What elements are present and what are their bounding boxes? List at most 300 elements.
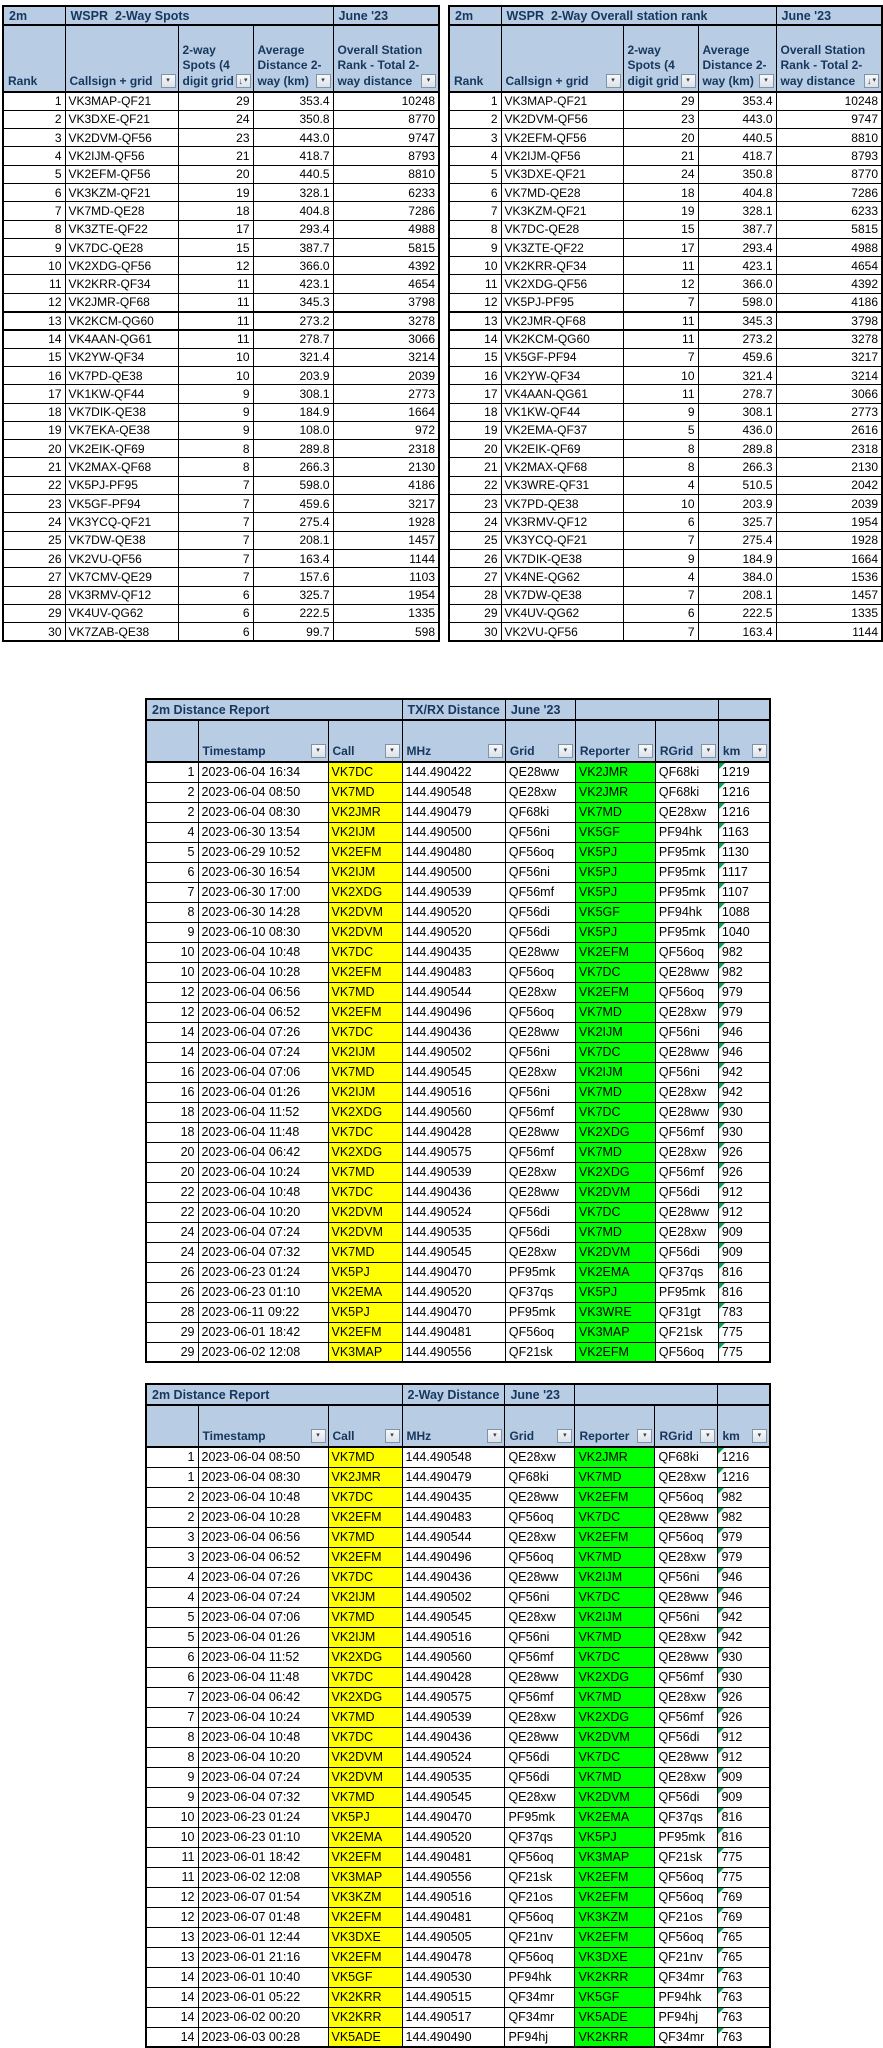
call-cell[interactable]: VK2IJM: [328, 1627, 402, 1647]
mhz-cell[interactable]: 144.490548: [402, 1447, 505, 1467]
avg-distance-cell[interactable]: 184.9: [698, 549, 776, 567]
grid-cell[interactable]: PF94hk: [505, 1967, 575, 1987]
grid-cell[interactable]: QF56ni: [505, 822, 575, 842]
avg-distance-cell[interactable]: 387.7: [253, 238, 333, 256]
timestamp-cell[interactable]: 2023-06-04 08:30: [198, 802, 328, 822]
rank-cell[interactable]: 6: [146, 1647, 198, 1667]
rank-cell[interactable]: 30: [449, 623, 501, 641]
reporter-cell[interactable]: VK2EFM: [575, 1887, 655, 1907]
rank-cell[interactable]: 14: [146, 1042, 198, 1062]
mhz-cell[interactable]: 144.490516: [402, 1082, 505, 1102]
mhz-cell[interactable]: 144.490539: [402, 1162, 505, 1182]
sort-descending-filter-icon[interactable]: ↓▾: [236, 74, 251, 88]
overall-rank-total-cell[interactable]: 3278: [333, 312, 439, 330]
spots-count-cell[interactable]: 7: [623, 293, 698, 311]
reporter-cell[interactable]: VK2EFM: [575, 1527, 655, 1547]
timestamp-cell[interactable]: 2023-06-07 01:48: [198, 1907, 328, 1927]
timestamp-cell[interactable]: 2023-06-02 00:20: [198, 2007, 328, 2027]
mhz-cell[interactable]: 144.490470: [402, 1262, 505, 1282]
callsign-grid-cell[interactable]: VK7DIK-QE38: [65, 403, 178, 421]
filter-dropdown-icon[interactable]: ▾: [752, 1429, 767, 1443]
grid-cell[interactable]: QE28ww: [505, 1182, 575, 1202]
timestamp-cell[interactable]: 2023-06-30 13:54: [198, 822, 328, 842]
overall-rank-total-cell[interactable]: 2773: [333, 385, 439, 403]
mhz-cell[interactable]: 144.490505: [402, 1927, 505, 1947]
rgrid-cell[interactable]: QF56mf: [655, 1707, 718, 1727]
mhz-cell[interactable]: 144.490575: [402, 1687, 505, 1707]
mhz-cell[interactable]: 144.490496: [402, 1002, 505, 1022]
callsign-grid-cell[interactable]: VK7DW-QE38: [65, 531, 178, 549]
overall-rank-total-cell[interactable]: 1954: [776, 513, 882, 531]
overall-rank-total-cell[interactable]: 1103: [333, 568, 439, 586]
grid-cell[interactable]: QE28ww: [505, 942, 575, 962]
avg-distance-cell[interactable]: 278.7: [698, 385, 776, 403]
reporter-cell[interactable]: VK2EMA: [575, 1262, 655, 1282]
call-cell[interactable]: VK2DVM: [328, 1747, 402, 1767]
overall-rank-total-cell[interactable]: 3214: [333, 348, 439, 366]
rank-cell[interactable]: 3: [146, 1547, 198, 1567]
grid-cell[interactable]: QE28ww: [505, 1567, 575, 1587]
callsign-grid-cell[interactable]: VK2DVM-QF56: [501, 110, 623, 128]
call-cell[interactable]: VK2DVM: [328, 902, 402, 922]
reporter-cell[interactable]: VK2EFM: [575, 1927, 655, 1947]
rank-cell[interactable]: 25: [3, 531, 65, 549]
km-cell[interactable]: 1216: [718, 802, 770, 822]
timestamp-cell[interactable]: 2023-06-04 07:24: [198, 1222, 328, 1242]
callsign-grid-cell[interactable]: VK3RMV-QF12: [65, 586, 178, 604]
rgrid-cell[interactable]: QF68ki: [655, 762, 718, 782]
mhz-cell[interactable]: 144.490545: [402, 1607, 505, 1627]
call-cell[interactable]: VK2EFM: [328, 962, 402, 982]
rank-cell[interactable]: 15: [449, 348, 501, 366]
overall-rank-total-cell[interactable]: 8793: [776, 147, 882, 165]
avg-distance-cell[interactable]: 366.0: [253, 257, 333, 275]
callsign-grid-cell[interactable]: VK2KRR-QF34: [65, 275, 178, 293]
rank-cell[interactable]: 5: [146, 1607, 198, 1627]
call-cell[interactable]: VK2EMA: [328, 1827, 402, 1847]
timestamp-cell[interactable]: 2023-06-04 06:52: [198, 1547, 328, 1567]
call-cell[interactable]: VK7DC: [328, 1122, 402, 1142]
reporter-cell[interactable]: VK2XDG: [575, 1122, 655, 1142]
spots-count-cell[interactable]: 7: [178, 568, 253, 586]
km-cell[interactable]: 775: [718, 1342, 770, 1362]
overall-rank-total-cell[interactable]: 4186: [333, 476, 439, 494]
rank-cell[interactable]: 29: [3, 604, 65, 622]
call-cell[interactable]: VK5PJ: [328, 1807, 402, 1827]
rank-cell[interactable]: 20: [449, 440, 501, 458]
timestamp-cell[interactable]: 2023-06-30 17:00: [198, 882, 328, 902]
rank-cell[interactable]: 2: [3, 110, 65, 128]
km-cell[interactable]: 1216: [718, 782, 770, 802]
rank-cell[interactable]: 20: [3, 440, 65, 458]
timestamp-cell[interactable]: 2023-06-04 08:50: [198, 782, 328, 802]
rank-cell[interactable]: 5: [449, 165, 501, 183]
reporter-cell[interactable]: VK5PJ: [575, 842, 655, 862]
overall-rank-total-cell[interactable]: 3278: [776, 330, 882, 348]
callsign-grid-cell[interactable]: VK1KW-QF44: [65, 385, 178, 403]
overall-rank-total-cell[interactable]: 1335: [776, 604, 882, 622]
avg-distance-cell[interactable]: 99.7: [253, 623, 333, 641]
rgrid-cell[interactable]: QF56mf: [655, 1162, 718, 1182]
filter-dropdown-icon[interactable]: ▾: [385, 744, 400, 758]
rank-cell[interactable]: 10: [449, 257, 501, 275]
rank-cell[interactable]: 12: [146, 1887, 198, 1907]
timestamp-cell[interactable]: 2023-06-01 12:44: [198, 1927, 328, 1947]
km-cell[interactable]: 979: [718, 982, 770, 1002]
call-cell[interactable]: VK2IJM: [328, 1042, 402, 1062]
rgrid-cell[interactable]: PF94hk: [655, 1987, 718, 2007]
grid-cell[interactable]: QE28ww: [505, 1022, 575, 1042]
reporter-cell[interactable]: VK2JMR: [575, 782, 655, 802]
grid-cell[interactable]: QF56di: [505, 902, 575, 922]
timestamp-cell[interactable]: 2023-06-04 11:52: [198, 1647, 328, 1667]
grid-cell[interactable]: QF34mr: [505, 1987, 575, 2007]
avg-distance-cell[interactable]: 184.9: [253, 403, 333, 421]
timestamp-cell[interactable]: 2023-06-04 07:06: [198, 1062, 328, 1082]
callsign-grid-cell[interactable]: VK2VU-QF56: [501, 623, 623, 641]
spots-count-cell[interactable]: 15: [623, 220, 698, 238]
avg-distance-cell[interactable]: 387.7: [698, 220, 776, 238]
call-cell[interactable]: VK2DVM: [328, 1222, 402, 1242]
spots-count-cell[interactable]: 11: [178, 293, 253, 311]
km-cell[interactable]: 765: [718, 1947, 770, 1967]
callsign-grid-cell[interactable]: VK3YCQ-QF21: [65, 513, 178, 531]
callsign-grid-cell[interactable]: VK7DC-QE28: [501, 220, 623, 238]
call-cell[interactable]: VK2EFM: [328, 1002, 402, 1022]
rank-cell[interactable]: 8: [146, 1727, 198, 1747]
avg-distance-cell[interactable]: 157.6: [253, 568, 333, 586]
call-cell[interactable]: VK7MD: [328, 1162, 402, 1182]
spots-count-cell[interactable]: 4: [623, 568, 698, 586]
overall-rank-total-cell[interactable]: 7286: [776, 183, 882, 201]
call-cell[interactable]: VK2DVM: [328, 1767, 402, 1787]
timestamp-cell[interactable]: 2023-06-04 06:42: [198, 1142, 328, 1162]
km-cell[interactable]: 909: [718, 1787, 770, 1807]
rgrid-cell[interactable]: QE28xw: [655, 1142, 718, 1162]
rank-cell[interactable]: 6: [146, 862, 198, 882]
rank-cell[interactable]: 2: [449, 110, 501, 128]
rank-cell[interactable]: 9: [146, 1787, 198, 1807]
rgrid-cell[interactable]: QF56oq: [655, 1527, 718, 1547]
call-cell[interactable]: VK3MAP: [328, 1867, 402, 1887]
rank-cell[interactable]: 8: [3, 220, 65, 238]
call-cell[interactable]: VK2XDG: [328, 1102, 402, 1122]
rgrid-cell[interactable]: QF21sk: [655, 1322, 718, 1342]
call-cell[interactable]: VK2EFM: [328, 1507, 402, 1527]
rank-cell[interactable]: 3: [146, 1527, 198, 1547]
filter-dropdown-icon[interactable]: ▾: [488, 744, 503, 758]
reporter-cell[interactable]: VK5GF: [575, 1987, 655, 2007]
rank-cell[interactable]: 6: [449, 183, 501, 201]
callsign-grid-cell[interactable]: VK2KRR-QF34: [501, 257, 623, 275]
grid-cell[interactable]: QF37qs: [505, 1827, 575, 1847]
rgrid-cell[interactable]: PF95mk: [655, 842, 718, 862]
callsign-grid-cell[interactable]: VK7PD-QE38: [65, 366, 178, 384]
rank-cell[interactable]: 14: [146, 2027, 198, 2047]
rgrid-cell[interactable]: QE28ww: [655, 1647, 718, 1667]
rank-cell[interactable]: 9: [3, 238, 65, 256]
rgrid-cell[interactable]: PF95mk: [655, 1827, 718, 1847]
spots-count-cell[interactable]: 11: [178, 330, 253, 348]
spots-count-cell[interactable]: 8: [178, 458, 253, 476]
callsign-grid-cell[interactable]: VK2JMR-QF68: [501, 312, 623, 330]
timestamp-cell[interactable]: 2023-06-01 18:42: [198, 1322, 328, 1342]
spots-count-cell[interactable]: 10: [623, 495, 698, 513]
callsign-grid-cell[interactable]: VK4NE-QG62: [501, 568, 623, 586]
callsign-grid-cell[interactable]: VK7PD-QE38: [501, 495, 623, 513]
call-cell[interactable]: VK7MD: [328, 782, 402, 802]
avg-distance-cell[interactable]: 345.3: [253, 293, 333, 311]
grid-cell[interactable]: QF56oq: [505, 1947, 575, 1967]
reporter-cell[interactable]: VK2EFM: [575, 1487, 655, 1507]
rank-cell[interactable]: 14: [146, 1022, 198, 1042]
mhz-cell[interactable]: 144.490556: [402, 1867, 505, 1887]
call-cell[interactable]: VK2JMR: [328, 1467, 402, 1487]
overall-rank-total-cell[interactable]: 4654: [776, 257, 882, 275]
rank-cell[interactable]: 9: [449, 238, 501, 256]
filter-dropdown-icon[interactable]: ▾: [752, 744, 767, 758]
rank-cell[interactable]: 28: [3, 586, 65, 604]
filter-dropdown-icon[interactable]: ▾: [759, 74, 774, 88]
rgrid-cell[interactable]: QF21nv: [655, 1947, 718, 1967]
mhz-cell[interactable]: 144.490436: [402, 1727, 505, 1747]
reporter-cell[interactable]: VK7MD: [575, 1547, 655, 1567]
km-cell[interactable]: 946: [718, 1042, 770, 1062]
spots-count-cell[interactable]: 18: [178, 202, 253, 220]
rgrid-cell[interactable]: QF56oq: [655, 1867, 718, 1887]
spots-count-cell[interactable]: 11: [178, 275, 253, 293]
rank-cell[interactable]: 22: [449, 476, 501, 494]
rank-cell[interactable]: 12: [146, 1002, 198, 1022]
call-cell[interactable]: VK7DC: [328, 1727, 402, 1747]
rank-cell[interactable]: 12: [146, 1907, 198, 1927]
mhz-cell[interactable]: 144.490524: [402, 1747, 505, 1767]
callsign-grid-cell[interactable]: VK7MD-QE28: [65, 202, 178, 220]
overall-rank-total-cell[interactable]: 2616: [776, 421, 882, 439]
reporter-cell[interactable]: VK2EFM: [575, 1342, 655, 1362]
reporter-cell[interactable]: VK2DVM: [575, 1242, 655, 1262]
grid-cell[interactable]: PF95mk: [505, 1807, 575, 1827]
rgrid-cell[interactable]: QF56ni: [655, 1022, 718, 1042]
spots-count-cell[interactable]: 7: [623, 586, 698, 604]
avg-distance-cell[interactable]: 293.4: [253, 220, 333, 238]
overall-rank-total-cell[interactable]: 10248: [776, 92, 882, 110]
rank-cell[interactable]: 5: [3, 165, 65, 183]
reporter-cell[interactable]: VK2EFM: [575, 982, 655, 1002]
avg-distance-cell[interactable]: 350.8: [698, 165, 776, 183]
reporter-cell[interactable]: VK2XDG: [575, 1707, 655, 1727]
spots-count-cell[interactable]: 19: [623, 202, 698, 220]
km-cell[interactable]: 1216: [718, 1467, 770, 1487]
rank-cell[interactable]: 26: [3, 549, 65, 567]
callsign-grid-cell[interactable]: VK4UV-QG62: [501, 604, 623, 622]
rank-cell[interactable]: 23: [3, 495, 65, 513]
reporter-cell[interactable]: VK5PJ: [575, 922, 655, 942]
km-cell[interactable]: 912: [718, 1727, 770, 1747]
callsign-grid-cell[interactable]: VK3RMV-QF12: [501, 513, 623, 531]
rgrid-cell[interactable]: QE28xw: [655, 1627, 718, 1647]
callsign-grid-cell[interactable]: VK3DXE-QF21: [501, 165, 623, 183]
reporter-cell[interactable]: VK7DC: [575, 962, 655, 982]
avg-distance-cell[interactable]: 345.3: [698, 312, 776, 330]
mhz-cell[interactable]: 144.490530: [402, 1967, 505, 1987]
timestamp-cell[interactable]: 2023-06-23 01:24: [198, 1807, 328, 1827]
grid-cell[interactable]: QF56mf: [505, 1647, 575, 1667]
grid-cell[interactable]: QF56di: [505, 1747, 575, 1767]
km-cell[interactable]: 946: [718, 1022, 770, 1042]
rank-cell[interactable]: 16: [146, 1062, 198, 1082]
km-cell[interactable]: 982: [718, 942, 770, 962]
rank-cell[interactable]: 26: [146, 1262, 198, 1282]
timestamp-cell[interactable]: 2023-06-04 07:26: [198, 1567, 328, 1587]
rank-cell[interactable]: 19: [3, 421, 65, 439]
grid-cell[interactable]: QF68ki: [505, 1467, 575, 1487]
rank-cell[interactable]: 22: [146, 1182, 198, 1202]
callsign-grid-cell[interactable]: VK2EIK-QF69: [65, 440, 178, 458]
rank-cell[interactable]: 13: [3, 312, 65, 330]
spots-count-cell[interactable]: 23: [178, 129, 253, 147]
km-cell[interactable]: 1117: [718, 862, 770, 882]
km-cell[interactable]: 1163: [718, 822, 770, 842]
timestamp-cell[interactable]: 2023-06-04 10:20: [198, 1747, 328, 1767]
overall-rank-total-cell[interactable]: 4988: [776, 238, 882, 256]
overall-rank-total-cell[interactable]: 6233: [333, 183, 439, 201]
reporter-cell[interactable]: VK5PJ: [575, 1282, 655, 1302]
avg-distance-cell[interactable]: 266.3: [253, 458, 333, 476]
rgrid-cell[interactable]: QF56oq: [655, 942, 718, 962]
rgrid-cell[interactable]: QF56oq: [655, 1342, 718, 1362]
overall-rank-total-cell[interactable]: 10248: [333, 92, 439, 110]
spots-count-cell[interactable]: 18: [623, 183, 698, 201]
rank-cell[interactable]: 14: [449, 330, 501, 348]
reporter-cell[interactable]: VK2EMA: [575, 1807, 655, 1827]
rank-cell[interactable]: 4: [146, 822, 198, 842]
timestamp-cell[interactable]: 2023-06-04 07:24: [198, 1767, 328, 1787]
rank-cell[interactable]: 13: [146, 1947, 198, 1967]
callsign-grid-cell[interactable]: VK5PJ-PF95: [501, 293, 623, 311]
callsign-grid-cell[interactable]: VK2IJM-QF56: [501, 147, 623, 165]
rank-cell[interactable]: 10: [146, 1807, 198, 1827]
rgrid-cell[interactable]: QF56di: [655, 1727, 718, 1747]
avg-distance-cell[interactable]: 163.4: [253, 549, 333, 567]
mhz-cell[interactable]: 144.490544: [402, 1527, 505, 1547]
call-cell[interactable]: VK7DC: [328, 1022, 402, 1042]
rgrid-cell[interactable]: QE28xw: [655, 1547, 718, 1567]
call-cell[interactable]: VK7MD: [328, 1242, 402, 1262]
km-cell[interactable]: 942: [718, 1627, 770, 1647]
avg-distance-cell[interactable]: 273.2: [698, 330, 776, 348]
spots-count-cell[interactable]: 5: [623, 421, 698, 439]
grid-cell[interactable]: QE28ww: [505, 1122, 575, 1142]
rank-cell[interactable]: 17: [449, 385, 501, 403]
call-cell[interactable]: VK7DC: [328, 1667, 402, 1687]
rank-cell[interactable]: 16: [146, 1082, 198, 1102]
mhz-cell[interactable]: 144.490435: [402, 1487, 505, 1507]
overall-rank-total-cell[interactable]: 3066: [333, 330, 439, 348]
filter-dropdown-icon[interactable]: ▾: [558, 744, 573, 758]
timestamp-cell[interactable]: 2023-06-04 06:52: [198, 1002, 328, 1022]
rank-cell[interactable]: 19: [449, 421, 501, 439]
mhz-cell[interactable]: 144.490496: [402, 1547, 505, 1567]
rgrid-cell[interactable]: QE28ww: [655, 1747, 718, 1767]
reporter-cell[interactable]: VK7MD: [575, 1687, 655, 1707]
grid-cell[interactable]: QF56mf: [505, 1142, 575, 1162]
reporter-cell[interactable]: VK7MD: [575, 1767, 655, 1787]
grid-cell[interactable]: QE28xw: [505, 1527, 575, 1547]
rank-cell[interactable]: 4: [146, 1587, 198, 1607]
spots-count-cell[interactable]: 7: [623, 531, 698, 549]
grid-cell[interactable]: QE28xw: [505, 1242, 575, 1262]
mhz-cell[interactable]: 144.490435: [402, 942, 505, 962]
timestamp-cell[interactable]: 2023-06-30 16:54: [198, 862, 328, 882]
km-cell[interactable]: 763: [718, 2027, 770, 2047]
timestamp-cell[interactable]: 2023-06-04 06:42: [198, 1687, 328, 1707]
km-cell[interactable]: 926: [718, 1142, 770, 1162]
filter-dropdown-icon[interactable]: ▾: [311, 744, 326, 758]
grid-cell[interactable]: QF21sk: [505, 1867, 575, 1887]
rank-cell[interactable]: 6: [146, 1667, 198, 1687]
spots-count-cell[interactable]: 10: [178, 366, 253, 384]
avg-distance-cell[interactable]: 404.8: [698, 183, 776, 201]
reporter-cell[interactable]: VK3WRE: [575, 1302, 655, 1322]
reporter-cell[interactable]: VK3MAP: [575, 1847, 655, 1867]
reporter-cell[interactable]: VK2XDG: [575, 1667, 655, 1687]
rank-cell[interactable]: 18: [3, 403, 65, 421]
spots-count-cell[interactable]: 23: [623, 110, 698, 128]
km-cell[interactable]: 926: [718, 1687, 770, 1707]
rank-cell[interactable]: 1: [146, 762, 198, 782]
mhz-cell[interactable]: 144.490480: [402, 842, 505, 862]
timestamp-cell[interactable]: 2023-06-01 05:22: [198, 1987, 328, 2007]
mhz-cell[interactable]: 144.490470: [402, 1302, 505, 1322]
avg-distance-cell[interactable]: 108.0: [253, 421, 333, 439]
reporter-cell[interactable]: VK2XDG: [575, 1162, 655, 1182]
km-cell[interactable]: 979: [718, 1547, 770, 1567]
callsign-grid-cell[interactable]: VK5PJ-PF95: [65, 476, 178, 494]
callsign-grid-cell[interactable]: VK2EFM-QF56: [65, 165, 178, 183]
overall-rank-total-cell[interactable]: 2130: [776, 458, 882, 476]
grid-cell[interactable]: QF56ni: [505, 1042, 575, 1062]
reporter-cell[interactable]: VK2JMR: [575, 762, 655, 782]
avg-distance-cell[interactable]: 275.4: [253, 513, 333, 531]
spots-count-cell[interactable]: 6: [623, 513, 698, 531]
grid-cell[interactable]: QF34mr: [505, 2007, 575, 2027]
mhz-cell[interactable]: 144.490481: [402, 1847, 505, 1867]
timestamp-cell[interactable]: 2023-06-04 10:24: [198, 1162, 328, 1182]
mhz-cell[interactable]: 144.490575: [402, 1142, 505, 1162]
callsign-grid-cell[interactable]: VK7ZAB-QE38: [65, 623, 178, 641]
spots-count-cell[interactable]: 4: [623, 476, 698, 494]
mhz-cell[interactable]: 144.490545: [402, 1242, 505, 1262]
call-cell[interactable]: VK2XDG: [328, 882, 402, 902]
callsign-grid-cell[interactable]: VK5GF-PF94: [501, 348, 623, 366]
spots-count-cell[interactable]: 10: [178, 348, 253, 366]
rank-cell[interactable]: 11: [146, 1847, 198, 1867]
rgrid-cell[interactable]: QE28xw: [655, 802, 718, 822]
grid-cell[interactable]: QE28xw: [505, 1062, 575, 1082]
spots-count-cell[interactable]: 21: [178, 147, 253, 165]
rank-cell[interactable]: 5: [146, 1627, 198, 1647]
reporter-cell[interactable]: VK5PJ: [575, 1827, 655, 1847]
timestamp-cell[interactable]: 2023-06-07 01:54: [198, 1887, 328, 1907]
grid-cell[interactable]: QF56mf: [505, 1102, 575, 1122]
overall-rank-total-cell[interactable]: 5815: [333, 238, 439, 256]
reporter-cell[interactable]: VK7DC: [575, 1647, 655, 1667]
timestamp-cell[interactable]: 2023-06-04 07:26: [198, 1022, 328, 1042]
spots-count-cell[interactable]: 17: [178, 220, 253, 238]
rgrid-cell[interactable]: QE28ww: [655, 1042, 718, 1062]
km-cell[interactable]: 783: [718, 1302, 770, 1322]
